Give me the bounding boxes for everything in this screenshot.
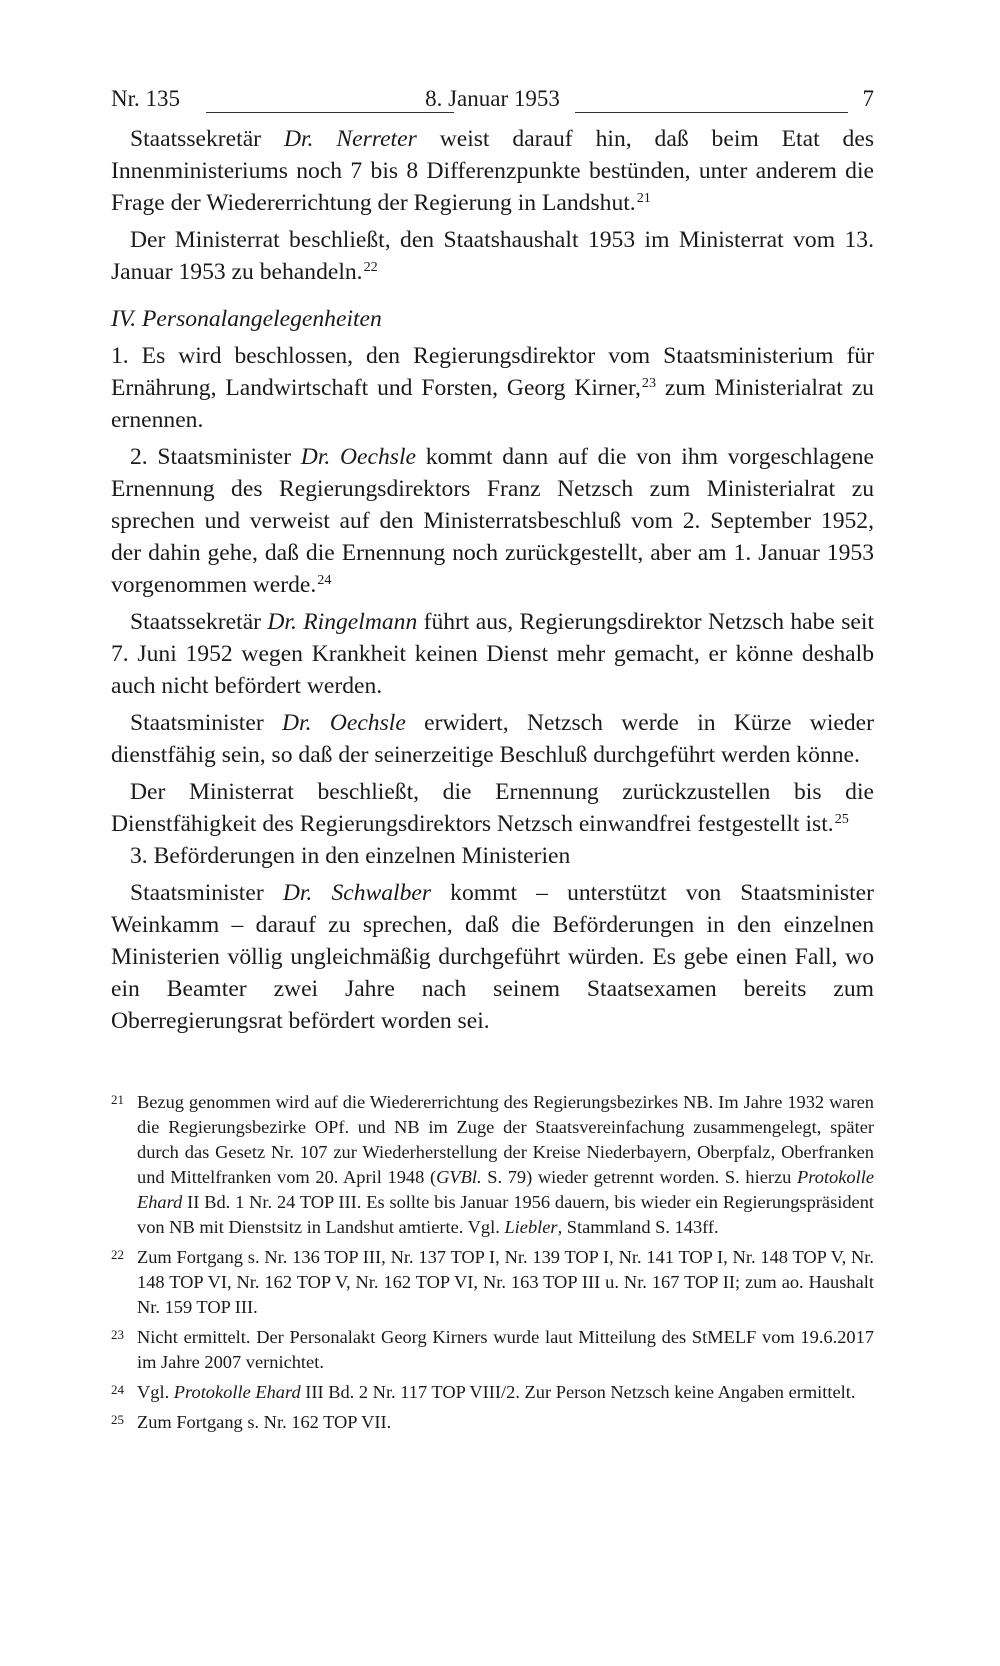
footnote-number: 22: [111, 1247, 124, 1262]
running-header: [111, 80, 874, 114]
footnote-ref[interactable]: 25: [834, 810, 849, 827]
page-number: 7: [862, 86, 874, 111]
footnote-text: Zum Fortgang s. Nr. 162 TOP VII.: [137, 1412, 392, 1432]
paragraph: Staatsminister Dr. Oechsle erwidert, Netzsch werde in Kürze wieder dienstfähig sein, so daß der seinerzeitige Beschluß durchgeführt werden könne.: [111, 710, 874, 768]
person-name: Dr. Schwalber: [282, 880, 432, 906]
footnote: [111, 1410, 874, 1435]
person-name: Dr. Oechsle: [282, 710, 406, 736]
person-name: Dr. Ringelmann: [267, 609, 418, 635]
paragraph: Staatsminister Dr. Schwalber kommt – unterstützt von Staatsminister Weinkamm – darauf zu sprechen, daß die Beförderungen in den einzelnen Ministerien völlig ungleichmäßig durchgeführt würden. Es gebe einen Fall, wo ein Beamter zwei Jahre nach seinem Staatsexamen bereits zum Oberregierungsrat befördert worden sei.: [111, 880, 874, 1034]
footnote-ref[interactable]: 22: [363, 258, 378, 275]
footnote-ref[interactable]: 24: [317, 571, 332, 588]
paragraph: 2. Staatsminister Dr. Oechsle kommt dann auf die von ihm vorgeschlagene Ernennung des Regierungsdirektors Franz Netzsch zum Ministerialrat zu sprechen und verweist auf den Ministerratsbeschluß vom 2. September 1952, der dahin gehe, daß die Ernennung noch zurückgestellt, aber am 1. Januar 1953 vorgenommen werde.$^{24}$: [111, 444, 875, 598]
footnote: [111, 1090, 874, 1240]
footnote-text: Bezug genommen wird auf die Wiedererrichtung des Regierungsbezirkes NB. Im Jahre 1932 waren die Regierungsbezirke OPf. und NB im Zuge der Staatsvereinfachung zusammengelegt, später durch das Gesetz Nr. 107 zur Wiederherstellung der Kreise Niederbayern, Oberpfalz, Oberfranken und Mittelfranken vom 20. April 1948 (GVBl. S. 79) wieder getrennt worden. S. hierzu Protokolle Ehard II Bd. 1 Nr. 24 TOP III. Es sollte bis Januar 1956 dauern, bis wieder ein Regierungspräsident von NB mit Dienstsitz in Landshut amtierte. Vgl. Liebler, Stammland S. 143ff.: [137, 1092, 874, 1237]
document-number: Nr. 135: [111, 86, 180, 111]
section-title: IV. Personalangelegenheiten: [111, 306, 382, 332]
subsection-title: 3. Beförderungen in den einzelnen Ministerien: [130, 843, 571, 869]
paragraph: 1. Es wird beschlossen, den Regierungsdirektor vom Staatsministerium für Ernährung, Landwirtschaft und Forsten, Georg Kirner,$^{23}$ zum Ministerialrat zu ernennen.: [111, 343, 874, 433]
footnote: [111, 1325, 874, 1375]
document-page: [111, 80, 874, 1037]
header-rule-right: [575, 112, 848, 113]
footnote: [111, 1380, 874, 1405]
session-date: 8. Januar 1953: [425, 86, 560, 111]
footnote-text: Vgl. Protokolle Ehard III Bd. 2 Nr. 117 TOP VIII/2. Zur Person Netzsch keine Angaben ermittelt.: [137, 1382, 856, 1402]
footnotes: [111, 1090, 874, 1440]
paragraph: Der Ministerrat beschließt, den Staatshaushalt 1953 im Ministerrat vom 13. Januar 1953 zu behandeln.$^{22}$: [111, 227, 874, 285]
header-rule-left: [206, 112, 454, 113]
footnote-ref[interactable]: 21: [636, 189, 651, 206]
footnote-ref[interactable]: 23: [641, 374, 657, 391]
footnote: [111, 1245, 874, 1320]
footnote-number: 23: [111, 1327, 124, 1342]
footnote-number: 24: [111, 1382, 124, 1397]
footnote-number: 25: [111, 1412, 124, 1427]
footnote-text: Nicht ermittelt. Der Personalakt Georg Kirners wurde laut Mitteilung des StMELF vom 19.6.2017 im Jahre 2007 vernichtet.: [137, 1327, 874, 1372]
paragraph: Staatssekretär Dr. Nerreter weist darauf hin, daß beim Etat des Innenministeriums noch 7 bis 8 Differenzpunkte bestünden, unter anderem die Frage der Wiedererrichtung der Regierung in Landshut.$^{21}$: [111, 126, 875, 216]
paragraph: Der Ministerrat beschließt, die Ernennung zurückzustellen bis die Dienstfähigkeit des Regierungsdirektors Netzsch einwandfrei festgestellt ist.$^{25}$: [111, 779, 874, 837]
body-text: [111, 123, 874, 1037]
paragraph: Staatssekretär Dr. Ringelmann führt aus, Regierungsdirektor Netzsch habe seit 7. Juni 1952 wegen Krankheit keinen Dienst mehr gemacht, er könne deshalb auch nicht befördert werden.: [111, 609, 874, 699]
person-name: Dr. Nerreter: [283, 126, 417, 152]
person-name: Dr. Oechsle: [300, 444, 416, 470]
footnote-number: 21: [111, 1092, 124, 1107]
footnote-text: Zum Fortgang s. Nr. 136 TOP III, Nr. 137 TOP I, Nr. 139 TOP I, Nr. 141 TOP I, Nr. 148 TOP V, Nr. 148 TOP VI, Nr. 162 TOP V, Nr. 162 TOP VI, Nr. 163 TOP III u. Nr. 167 TOP II; zum ao. Haushalt Nr. 159 TOP III.: [137, 1247, 874, 1317]
